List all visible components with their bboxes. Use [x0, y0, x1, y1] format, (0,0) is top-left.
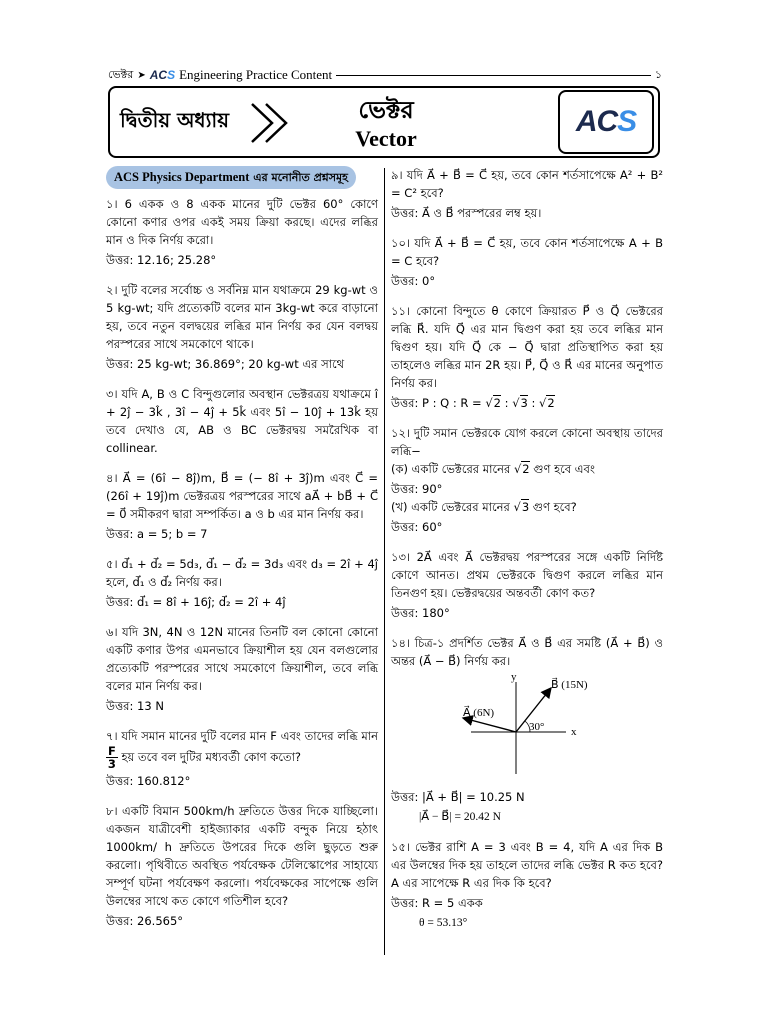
question-5: ৫। d⃗₁ + d⃗₂ = 5d₃, d⃗₁ − d⃗₂ = 3d₃ এবং d₃ = 2î + 4ĵ হলে, d⃗₁ ও d⃗₂ নির্ণয় কর।: [106, 557, 378, 589]
chapter-title-english: Vector: [355, 126, 417, 151]
answer-6: উত্তর: 13 N: [106, 699, 164, 713]
answer-7: উত্তর: 160.812°: [106, 774, 191, 788]
question-3: ৩। যদি A, B ও C বিন্দুগুলোর অবস্থান ভেক্টরত্রয় যথাক্রমে î + 2ĵ − 3k̂ , 3î − 4ĵ + 5k̂ এবং 5î − 10ĵ + 13k̂ হয় তবে দেখাও যে, AB ও BC ভেক্টরদ্বয় সমরৈখিক বা collinear.: [106, 387, 378, 455]
chapter-title-bangla: ভেক্টর: [358, 96, 414, 124]
question-12b: (খ) একটি ভেক্টরের মানের √3 গুণ হবে?: [391, 500, 577, 514]
breadcrumb-chapter: ভেক্টর: [108, 67, 134, 81]
diagram-x-label: x: [571, 726, 577, 738]
acs-mini-logo: ACS: [149, 68, 176, 82]
section-heading-pill: ACS Physics Department এর মনোনীত প্রশ্নসমূহ: [106, 166, 356, 189]
answer-1: উত্তর: 12.16; 25.28°: [106, 253, 217, 267]
answer-2: উত্তর: 25 kg-wt; 36.869°; 20 kg-wt এর সাথে: [106, 357, 345, 371]
question-10: ১০। যদি A⃗ + B⃗ = C⃗ হয়, তবে কোন শর্তসাপেক্ষে A + B = C হবে?: [391, 236, 663, 268]
question-7: ৭। যদি সমান মানের দুটি বলের মান F এবং তাদের লব্ধি মান $\frac{F}{3}$ হয় তবে বল দুটির মধ্যবর্তী কোণ কতো?: [106, 729, 378, 771]
diagram-angle-label: 30°: [529, 721, 545, 733]
question-2: ২। দুটি বলের সর্বোচ্চ ও সর্বনিম্ন মান যথাক্রমে 29 kg-wt ও 5 kg-wt; যদি প্রত্যেকটি বলের মান 3kg-wt করে বাড়ানো হয়, তবে নতুন বলদ্বয়ের লব্ধির মান নির্ণয় কর যেন বলদ্বয় পরস্পরের সাথে সমকোণে থাকে।: [106, 283, 378, 351]
fraction-f-over-3: $\frac{F}{3}$: [107, 744, 116, 771]
answer-12b: উত্তর: 60°: [391, 520, 443, 534]
question-8: ৮। একটি বিমান 500km/h দ্রুতিতে উত্তর দিকে যাচ্ছিলো। একজন যাত্রীবেশী হাইজ্যাকার একটি বন্দুক নিয়ে হঠাৎ 1000km/ h দ্রুতিতে উপরের দিকে গুলি ছুড়তে শুরু করলো। পৃথিবীতে অবস্থিত পর্যবেক্ষক টেলিস্কোপের সাহায্যে সম্পূর্ণ ঘটনা পর্যবেক্ষণ করলো। পর্যবেক্ষকের সাপেক্ষে গুলি উলম্বের সাথে কত কোণে গতিশীল হবে?: [106, 804, 378, 908]
chapter-banner: [108, 86, 660, 158]
diagram-b-label: B⃗ (15N): [551, 679, 588, 691]
answer-9: উত্তর: A⃗ ও B⃗ পরস্পরের লম্ব হয়।: [391, 206, 542, 220]
answer-8: উত্তর: 26.565°: [106, 914, 184, 928]
left-column: [106, 166, 378, 930]
answer-12a: উত্তর: 90°: [391, 482, 443, 496]
chapter-label: দ্বিতীয় অধ্যায়: [120, 108, 229, 132]
right-column: [391, 166, 663, 932]
answer-15a: উত্তর: R = 5 একক: [391, 896, 483, 910]
vector-a-arrow: [463, 718, 516, 732]
answer-5: উত্তর: d⃗₁ = 8î + 16ĵ; d⃗₂ = 2î + 4ĵ: [106, 595, 286, 609]
answer-14b: |A⃗ − B⃗| = 20.42 N: [419, 811, 501, 823]
answer-15b: θ = 53.13°: [419, 917, 468, 929]
question-9: ৯। যদি A⃗ + B⃗ = C⃗ হয়, তবে কোন শর্তসাপেক্ষে A² + B² = C² হবে?: [391, 168, 663, 200]
question-12: ১২। দুটি সমান ভেক্টরকে যোগ করলে কোনো অবস্থায় তাদের লব্ধি−: [391, 426, 663, 458]
vector-diagram-figure: [391, 674, 663, 784]
running-header: [108, 66, 662, 84]
question-12a: (ক) একটি ভেক্টরের মানের √2 গুণ হবে এবং: [391, 462, 595, 476]
breadcrumb-section: Engineering Practice Content: [179, 67, 333, 82]
question-11: ১১। কোনো বিন্দুতে θ কোণে ক্রিয়ারত P⃗ ও Q⃗ ভেক্টরের লব্ধি R⃗. যদি Q⃗ এর মান দ্বিগুণ করা হয় তবে লব্ধির মান দ্বিগুণ হয়। যদি Q⃗ কে − Q⃗ দ্বারা প্রতিস্থাপিত করা হয় তাহলেও লব্ধির মান 2R হয়। P⃗, Q⃗ ও R⃗ এর মানের অনুপাত নির্ণয় কর।: [391, 304, 663, 390]
answer-14a: উত্তর: |A⃗ + B⃗| = 10.25 N: [391, 790, 525, 804]
diagram-y-label: y: [511, 674, 517, 683]
question-14: ১৪। চিত্র-১ প্রদর্শিত ভেক্টর A⃗ ও B⃗ এর সমষ্টি (A⃗ + B⃗) ও অন্তর (A⃗ − B⃗) নির্ণয় কর।: [391, 636, 663, 668]
answer-11: উত্তর: P : Q : R = √2 : √3 : √2: [391, 396, 555, 410]
answer-13: উত্তর: 180°: [391, 606, 450, 620]
header-rule: [336, 75, 651, 76]
question-13: ১৩। 2A⃗ এবং A⃗ ভেক্টরদ্বয় পরস্পরের সঙ্গে একটি নির্দিষ্ট কোণে আনত। প্রথম ভেক্টরকে দ্বিগুণ করলে লব্ধির মান তিনগুণ হয়। ভেক্টরদ্বয়ের অন্তবর্তী কোণ কত?: [391, 550, 663, 600]
page-number: ১: [654, 68, 662, 81]
question-1: ১। 6 একক ও 8 একক মানের দুটি ভেক্টর 60° কোণে কোনো কণার ওপর একই সময় ক্রিয়া করছে। এদের লব্ধির মান ও দিক নির্ণয় করো।: [106, 197, 378, 247]
chevron-right-icon: ➤: [137, 69, 146, 81]
column-divider: [384, 168, 385, 955]
answer-10: উত্তর: 0°: [391, 274, 436, 288]
answer-4: উত্তর: a = 5; b = 7: [106, 527, 208, 541]
question-15: ১৫। ভেক্টর রাশি A = 3 এবং B = 4, যদি A এর দিক B এর উলম্বের দিক হয় তাহলে তাদের লব্ধি ভেক্টর R কত হবে? A এর সাপেক্ষে R এর দিক কি হবে?: [391, 840, 663, 890]
question-6: ৬। যদি 3N, 4N ও 12N মানের তিনটি বল কোনো কোনো একটি কণার উপর এমনভাবে ক্রিয়াশীল হয় যেন বলগুলোর প্রত্যেকটি পরস্পরের সাথে সমকোণে ক্রিয়াশীল, তবে লব্ধি বলের মান নির্ণয় কর।: [106, 625, 378, 693]
acs-logo: ACS: [558, 90, 654, 154]
diagram-a-label: A⃗ (6N): [463, 707, 495, 719]
vector-diagram: [391, 674, 663, 784]
question-4: ৪। A⃗ = (6î − 8ĵ)m, B⃗ = (− 8î + 3ĵ)m এবং C⃗ = (26î + 19ĵ)m ভেক্টরত্রয় পরস্পরের সাথে aA⃗ + bB⃗ + C⃗ = 0⃗ সমীকরণ দ্বারা সম্পর্কিত। a ও b এর মান নির্ণয় কর।: [106, 471, 378, 521]
